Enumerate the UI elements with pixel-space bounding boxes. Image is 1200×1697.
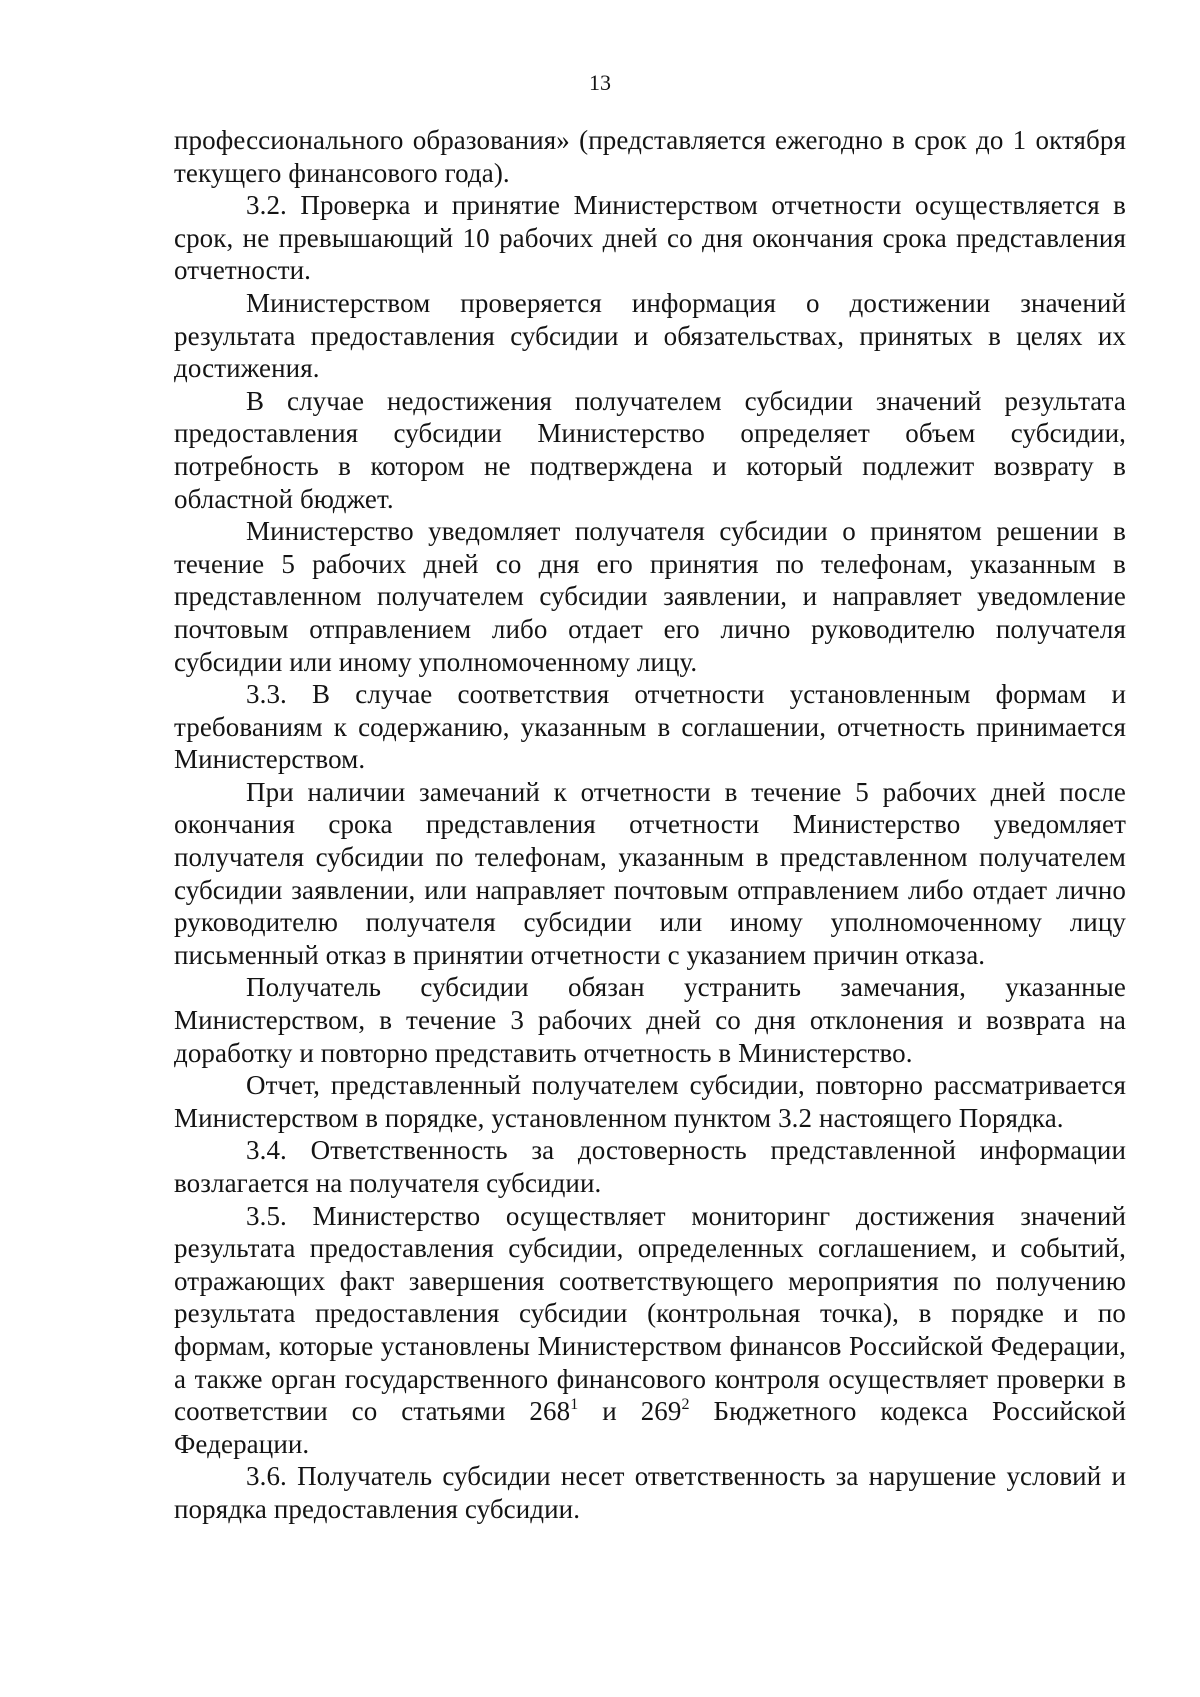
paragraph-verification: Министерством проверяется информация о достижении значений результата предоставления субсидии и обязательствах, принятых в целях их достижения. <box>174 287 1126 384</box>
page-number: 13 <box>589 70 611 95</box>
paragraph-3-5 <box>174 1200 1126 1461</box>
paragraph-3-3: 3.3. В случае соответствия отчетности установленным формам и требованиям к содержанию, указанным в соглашении, отчетность принимается Министерством. <box>174 679 1126 775</box>
paragraph-3-5-text-part1: 3.5. Министерство осуществляет мониторинг достижения значений результата предоставления субсидии, определенных соглашением, и событий, отражающих факт завершения соответствующего мероприятия по получению результата предоставления субсидии (контрольная точка), в порядке и по формам, которые установлены Министерством финансов Российской Федерации, а также орган государственного финансового контроля осуществляет проверки в соответствии со статьями 268 <box>174 1200 1126 1427</box>
paragraph-3-2: 3.2. Проверка и принятие Министерством отчетности осуществляется в срок, не превышающий 10 рабочих дней со дня окончания срока представления отчетности. <box>174 190 1126 286</box>
paragraph-3-5-text-part3: Бюджетного кодекса Российской Федерации. <box>174 1396 1127 1459</box>
superscript-2: 2 <box>681 1396 690 1414</box>
paragraph-notification: Министерство уведомляет получателя субсидии о принятом решении в течение 5 рабочих дней со дня его принятия по телефонам, указанным в представленном получателем субсидии заявлении, и направляет уведомление почтовым отправлением либо отдает его лично руководителю получателя субсидии или иному уполномоченному лицу. <box>174 516 1126 677</box>
paragraph-recipient-obligation: Получатель субсидии обязан устранить замечания, указанные Министерством, в течение 3 рабочих дней со дня отклонения и возврата на доработку и повторно представить отчетность в Министерство. <box>174 972 1126 1068</box>
paragraph-continuation: профессионального образования» (представляется ежегодно в срок до 1 октября текущего финансового года). <box>174 125 1126 188</box>
document-body <box>174 124 1126 1526</box>
paragraph-3-6: 3.6. Получатель субсидии несет ответственность за нарушение условий и порядка предоставления субсидии. <box>174 1461 1126 1524</box>
paragraph-3-5-text-part2: и 269 <box>578 1396 682 1427</box>
paragraph-remarks: При наличии замечаний к отчетности в течение 5 рабочих дней после окончания срока представления отчетности Министерство уведомляет получателя субсидии по телефонам, указанным в представленном получателем субсидии заявлении, или направляет почтовым отправлением либо отдает лично руководителю получателя субсидии или иному уполномоченному лицу письменный отказ в принятии отчетности с указанием причин отказа. <box>174 776 1126 970</box>
superscript-1: 1 <box>570 1396 579 1414</box>
paragraph-3-4: 3.4. Ответственность за достоверность представленной информации возлагается на получателя субсидии. <box>174 1135 1126 1198</box>
paragraph-non-achievement: В случае недостижения получателем субсидии значений результата предоставления субсидии Министерство определяет объем субсидии, потребность в котором не подтверждена и который подлежит возврату в областной бюджет. <box>174 385 1126 514</box>
paragraph-report-review: Отчет, представленный получателем субсидии, повторно рассматривается Министерством в порядке, установленном пунктом 3.2 настоящего Порядка. <box>174 1070 1126 1133</box>
